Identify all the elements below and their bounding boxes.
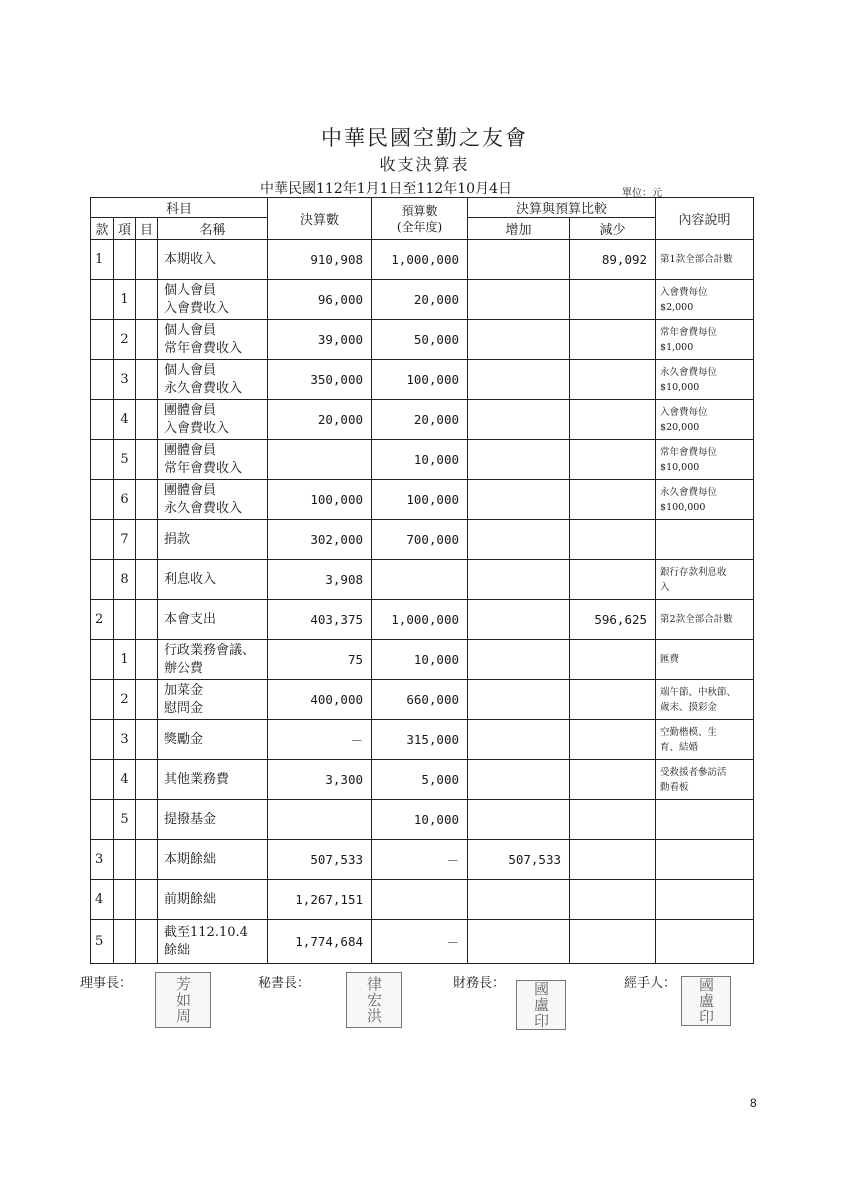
note-line-1: 常年會費每位 (660, 326, 718, 338)
note-cell (656, 400, 754, 440)
decrease-cell (570, 480, 656, 520)
increase-header: 增加 (468, 218, 570, 240)
name-cell (158, 400, 268, 440)
budget-cell: 1,000,000 (372, 240, 468, 280)
decrease-cell: 89,092 (570, 240, 656, 280)
actual-cell: 39,000 (268, 320, 372, 360)
decrease-cell (570, 800, 656, 840)
table-row (91, 840, 754, 880)
name-line-1: 個人會員 (164, 282, 217, 298)
budget-table (90, 197, 754, 964)
increase-cell: 507,533 (468, 840, 570, 880)
note-cell (656, 360, 754, 400)
name-line-2: 辦公費 (164, 660, 204, 676)
budget-cell: 100,000 (372, 480, 468, 520)
actual-cell: 400,000 (268, 680, 372, 720)
mu-cell (136, 560, 158, 600)
kuan-cell (91, 320, 114, 360)
note-line-1: 銀行存款利息收 (660, 566, 727, 578)
table-row (91, 240, 754, 280)
subject-header: 科目 (91, 198, 268, 218)
increase-cell (468, 760, 570, 800)
budget-cell: 10,000 (372, 640, 468, 680)
mu-cell (136, 640, 158, 680)
decrease-cell (570, 320, 656, 360)
actual-cell: 350,000 (268, 360, 372, 400)
increase-cell (468, 600, 570, 640)
name-cell (158, 440, 268, 480)
note-cell (656, 840, 754, 880)
kuan-cell (91, 680, 114, 720)
mu-cell (136, 360, 158, 400)
increase-cell (468, 800, 570, 840)
finance-seal: 國盧印 (516, 980, 566, 1030)
name-line-1: 團體會員 (164, 442, 217, 458)
doc-title: 收支決算表 (379, 155, 470, 174)
mu-cell (136, 600, 158, 640)
decrease-header: 減少 (570, 218, 656, 240)
kuan-cell (91, 280, 114, 320)
actual-cell: 1,267,151 (268, 880, 372, 920)
page-number: 8 (750, 1096, 757, 1110)
increase-cell (468, 480, 570, 520)
xiang-cell (114, 880, 136, 920)
name-line-2: 永久會費收入 (164, 500, 243, 516)
name-cell (158, 720, 268, 760)
name-cell (158, 880, 268, 920)
note-line-1: 匯費 (660, 654, 680, 665)
budget-cell: － (372, 920, 468, 964)
kuan-cell: 5 (91, 920, 114, 964)
decrease-cell (570, 760, 656, 800)
kuan-header: 款 (91, 218, 114, 240)
note-cell (656, 280, 754, 320)
name-line-1: 提撥基金 (164, 811, 217, 827)
increase-cell (468, 640, 570, 680)
decrease-cell: 596,625 (570, 600, 656, 640)
note-line-1: 入會費每位 (660, 406, 708, 418)
name-cell (158, 280, 268, 320)
name-line-1: 團體會員 (164, 482, 217, 498)
table-row (91, 920, 754, 964)
budget-cell: 660,000 (372, 680, 468, 720)
decrease-cell (570, 440, 656, 480)
note-line-1: 第2款全部合計數 (660, 614, 733, 625)
mu-cell (136, 320, 158, 360)
mu-cell (136, 920, 158, 964)
note-line-1: 第1款全部合計數 (660, 254, 733, 265)
mu-cell (136, 520, 158, 560)
name-line-2: 永久會費收入 (164, 380, 243, 396)
decrease-cell (570, 920, 656, 964)
actual-cell (268, 440, 372, 480)
name-line-2: 常年會費收入 (164, 460, 243, 476)
name-cell (158, 480, 268, 520)
note-line-1: 受救援者參訪活 (660, 766, 727, 778)
kuan-cell (91, 360, 114, 400)
name-line-1: 行政業務會議、 (164, 642, 256, 658)
xiang-cell: 8 (114, 560, 136, 600)
name-cell (158, 920, 268, 964)
note-line-2: 歲末、摸彩金 (660, 701, 718, 713)
budget-cell (372, 560, 468, 600)
table-row (91, 640, 754, 680)
xiang-cell: 3 (114, 720, 136, 760)
xiang-cell: 1 (114, 280, 136, 320)
actual-header: 決算數 (268, 198, 372, 240)
actual-cell: 910,908 (268, 240, 372, 280)
period-label: 中華民國112年1月1日至112年10月4日 (260, 181, 512, 197)
xiang-cell: 2 (114, 320, 136, 360)
note-cell (656, 440, 754, 480)
decrease-cell (570, 720, 656, 760)
unit-label: 單位：元 (622, 188, 662, 199)
increase-cell (468, 720, 570, 760)
table-row (91, 360, 754, 400)
name-line-1: 截至112.10.4 (164, 924, 248, 940)
actual-cell: 3,908 (268, 560, 372, 600)
name-cell (158, 320, 268, 360)
note-line-2: $100,000 (660, 501, 706, 513)
note-line-2: $1,000 (660, 341, 694, 353)
kuan-cell (91, 400, 114, 440)
xiang-cell: 2 (114, 680, 136, 720)
actual-cell: 403,375 (268, 600, 372, 640)
budget-cell: 10,000 (372, 440, 468, 480)
decrease-cell (570, 360, 656, 400)
actual-cell: 96,000 (268, 280, 372, 320)
mu-header: 目 (136, 218, 158, 240)
name-line-1: 本期收入 (164, 251, 217, 267)
table-row (91, 280, 754, 320)
table-row (91, 480, 754, 520)
note-line-2: $10,000 (660, 381, 700, 393)
decrease-cell (570, 840, 656, 880)
name-cell (158, 640, 268, 680)
name-line-1: 加菜金 (164, 682, 204, 698)
actual-cell (268, 800, 372, 840)
xiang-cell: 3 (114, 360, 136, 400)
note-line-1: 入會費每位 (660, 286, 708, 298)
actual-cell: 1,774,684 (268, 920, 372, 964)
note-cell (656, 520, 754, 560)
name-line-1: 本會支出 (164, 611, 217, 627)
kuan-cell (91, 440, 114, 480)
decrease-cell (570, 560, 656, 600)
kuan-cell (91, 560, 114, 600)
xiang-cell: 5 (114, 440, 136, 480)
note-cell (656, 240, 754, 280)
note-line-2: 入 (660, 581, 670, 593)
budget-header-label: 預算數 (401, 203, 438, 218)
xiang-cell (114, 840, 136, 880)
decrease-cell (570, 680, 656, 720)
table-row (91, 680, 754, 720)
name-line-1: 其他業務費 (164, 771, 230, 787)
actual-cell: 75 (268, 640, 372, 680)
budget-cell: 50,000 (372, 320, 468, 360)
kuan-cell (91, 520, 114, 560)
org-title: 中華民國空勤之友會 (321, 126, 528, 150)
note-cell (656, 680, 754, 720)
actual-cell: 100,000 (268, 480, 372, 520)
note-line-2: 育、結婚 (660, 741, 699, 753)
actual-cell: － (268, 720, 372, 760)
name-line-2: 入會費收入 (164, 300, 230, 316)
decrease-cell (570, 880, 656, 920)
mu-cell (136, 880, 158, 920)
name-line-2: 常年會費收入 (164, 340, 243, 356)
budget-cell: － (372, 840, 468, 880)
name-line-1: 本期餘絀 (164, 851, 217, 867)
table-row (91, 400, 754, 440)
actual-cell: 3,300 (268, 760, 372, 800)
name-line-1: 團體會員 (164, 402, 217, 418)
mu-cell (136, 680, 158, 720)
table-row (91, 440, 754, 480)
compare-header: 決算與預算比較 (468, 198, 656, 218)
budget-cell: 100,000 (372, 360, 468, 400)
note-cell (656, 720, 754, 760)
increase-cell (468, 400, 570, 440)
increase-cell (468, 360, 570, 400)
secretary-seal: 律宏洪 (346, 972, 402, 1028)
increase-cell (468, 680, 570, 720)
budget-cell: 20,000 (372, 280, 468, 320)
name-line-1: 個人會員 (164, 322, 217, 338)
note-line-1: 常年會費每位 (660, 446, 718, 458)
xiang-cell: 1 (114, 640, 136, 680)
notes-header: 內容說明 (656, 198, 754, 240)
finance-label: 財務長： (453, 976, 506, 991)
note-cell (656, 600, 754, 640)
mu-cell (136, 840, 158, 880)
increase-cell (468, 880, 570, 920)
handler-seal: 國盧印 (681, 976, 731, 1026)
xiang-cell: 4 (114, 400, 136, 440)
note-line-1: 永久會費每位 (660, 366, 718, 378)
chairman-label: 理事長： (80, 976, 133, 991)
xiang-cell (114, 240, 136, 280)
increase-cell (468, 560, 570, 600)
mu-cell (136, 800, 158, 840)
xiang-cell: 6 (114, 480, 136, 520)
kuan-cell (91, 760, 114, 800)
note-cell (656, 320, 754, 360)
kuan-cell: 2 (91, 600, 114, 640)
table-row (91, 880, 754, 920)
name-cell (158, 760, 268, 800)
name-cell (158, 680, 268, 720)
kuan-cell: 3 (91, 840, 114, 880)
budget-header (372, 198, 468, 240)
note-line-1: 永久會費每位 (660, 486, 718, 498)
increase-cell (468, 440, 570, 480)
handler-label: 經手人： (624, 976, 677, 991)
note-line-2: $20,000 (660, 421, 700, 433)
increase-cell (468, 320, 570, 360)
note-cell (656, 920, 754, 964)
mu-cell (136, 760, 158, 800)
budget-cell: 700,000 (372, 520, 468, 560)
xiang-cell: 4 (114, 760, 136, 800)
table-row (91, 800, 754, 840)
budget-cell (372, 880, 468, 920)
note-cell (656, 880, 754, 920)
xiang-header: 項 (114, 218, 136, 240)
chairman-seal: 芳如周 (155, 972, 211, 1028)
increase-cell (468, 240, 570, 280)
mu-cell (136, 480, 158, 520)
name-cell (158, 560, 268, 600)
name-line-2: 慰問金 (164, 700, 204, 716)
note-line-2: $10,000 (660, 461, 700, 473)
name-line-1: 捐款 (164, 531, 191, 547)
mu-cell (136, 720, 158, 760)
increase-cell (468, 280, 570, 320)
table-row (91, 320, 754, 360)
name-line-1: 利息收入 (164, 571, 217, 587)
name-line-1: 前期餘絀 (164, 891, 217, 907)
decrease-cell (570, 640, 656, 680)
mu-cell (136, 400, 158, 440)
table-row (91, 520, 754, 560)
note-cell (656, 560, 754, 600)
name-cell (158, 800, 268, 840)
budget-cell: 1,000,000 (372, 600, 468, 640)
name-cell (158, 520, 268, 560)
xiang-cell (114, 600, 136, 640)
budget-cell: 5,000 (372, 760, 468, 800)
decrease-cell (570, 280, 656, 320)
table-row (91, 720, 754, 760)
budget-cell: 10,000 (372, 800, 468, 840)
mu-cell (136, 240, 158, 280)
name-cell (158, 360, 268, 400)
kuan-cell: 1 (91, 240, 114, 280)
note-line-2: 動看板 (660, 781, 689, 793)
name-line-1: 獎勵金 (164, 731, 204, 747)
name-cell (158, 840, 268, 880)
xiang-cell (114, 920, 136, 964)
kuan-cell (91, 720, 114, 760)
budget-cell: 315,000 (372, 720, 468, 760)
actual-cell: 507,533 (268, 840, 372, 880)
xiang-cell: 5 (114, 800, 136, 840)
increase-cell (468, 920, 570, 964)
name-line-1: 個人會員 (164, 362, 217, 378)
note-line-1: 空勤楷模、生 (660, 726, 718, 738)
xiang-cell: 7 (114, 520, 136, 560)
kuan-cell (91, 800, 114, 840)
actual-cell: 302,000 (268, 520, 372, 560)
note-cell (656, 640, 754, 680)
mu-cell (136, 440, 158, 480)
increase-cell (468, 520, 570, 560)
decrease-cell (570, 400, 656, 440)
note-cell (656, 800, 754, 840)
kuan-cell (91, 640, 114, 680)
kuan-cell: 4 (91, 880, 114, 920)
kuan-cell (91, 480, 114, 520)
decrease-cell (570, 520, 656, 560)
name-cell (158, 600, 268, 640)
actual-cell: 20,000 (268, 400, 372, 440)
secretary-label: 秘書長： (258, 976, 311, 991)
note-line-2: $2,000 (660, 301, 694, 313)
budget-cell: 20,000 (372, 400, 468, 440)
note-line-1: 端午節、中秋節、 (660, 686, 737, 698)
name-cell (158, 240, 268, 280)
table-row (91, 600, 754, 640)
mu-cell (136, 280, 158, 320)
name-line-2: 餘絀 (164, 942, 191, 958)
name-header: 名稱 (158, 218, 268, 240)
table-row (91, 760, 754, 800)
table-row (91, 560, 754, 600)
name-line-2: 入會費收入 (164, 420, 230, 436)
note-cell (656, 760, 754, 800)
note-cell (656, 480, 754, 520)
budget-header-sub: (全年度) (396, 219, 443, 234)
